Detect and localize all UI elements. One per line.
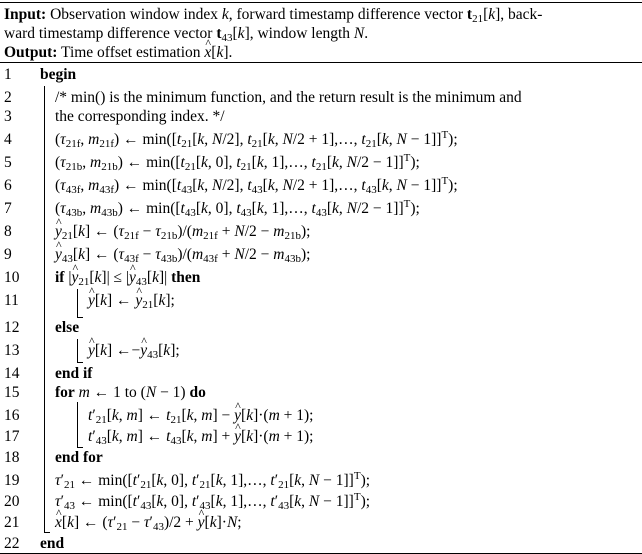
line-number-17: 17 xyxy=(4,428,20,445)
line-number-21: 21 xyxy=(4,514,20,531)
header-rule xyxy=(0,62,642,63)
line-number-1: 1 xyxy=(4,66,12,83)
input-line-2 xyxy=(4,24,634,43)
line-13: ^ y[k] ←−^ $y_{43}[k]$; xyxy=(88,341,180,360)
line-19: $\tau'_{21}$ ← $\min([t'_{21}[k$, 0], $t'_{21}[k$, 1],…, $t'_{21}[k$, N − 1]]$^T$); xyxy=(55,470,371,491)
line-16: $t'_{21}[k$, m] ← $t_{21}[k$, m] − ^ y[k]·(m + 1); xyxy=(88,406,314,425)
line-20: $\tau'_{43}$ ← $\min([t'_{43}[k$, 0], $t'_{43}[k$, 1],…, $t'_{43}[k$, N − 1]]$^T$); xyxy=(55,491,371,512)
line-number-2: 2 xyxy=(4,89,12,106)
else-scope-bar xyxy=(77,339,78,363)
line-number-11: 11 xyxy=(4,292,19,309)
line-6: ($\tau_{43f}$, $m_{43f}$) ← $\min([t_{43}[k$, N/2], $t_{43}[k$, N/2 + 1],…, $t_{43}[k$, N − 1]]$^T$); xyxy=(55,175,458,196)
output-label: Output: xyxy=(4,44,58,61)
line-number-16: 16 xyxy=(4,407,20,424)
line-number-5: 5 xyxy=(4,154,12,171)
line-number-14: 14 xyxy=(4,365,20,382)
line-15: for m ← 1 to (N − 1) do xyxy=(55,384,206,401)
line-1: begin xyxy=(40,66,77,83)
if-scope-bar xyxy=(77,289,78,318)
line-2: /* min() is the minimum function, and the return result is the minimum and xyxy=(55,89,522,106)
line-12: else xyxy=(55,319,80,336)
line-number-4: 4 xyxy=(4,131,12,148)
line-5: ($\tau_{21b}$, $m_{21b}$) ← $\min([t_{21}[k$, 0], $t_{21}[k$, 1],…, $t_{21}[k$, N/2 − 1]]$^T$); xyxy=(55,152,420,173)
line-number-13: 13 xyxy=(4,342,20,359)
line-18: end for xyxy=(55,449,103,466)
for-scope-bar xyxy=(77,402,78,448)
line-number-7: 7 xyxy=(4,200,12,217)
line-number-12: 12 xyxy=(4,319,20,336)
line-number-18: 18 xyxy=(4,449,20,466)
line-14: end if xyxy=(55,365,93,382)
line-11: ^ y[k] ← ^ $y_{21}[k]$; xyxy=(88,291,175,310)
line-number-22: 22 xyxy=(4,535,20,552)
output-line xyxy=(4,43,634,62)
output-text: Time offset estimation ^ x[k]. xyxy=(61,44,232,61)
line-number-9: 9 xyxy=(4,246,12,263)
else-scope-hook xyxy=(77,362,83,363)
line-17: $t'_{43}[k$, m] ← $t_{43}[k$, m] + ^ y[k]·(m + 1); xyxy=(88,427,314,446)
input-text-line-1: Observation window index k, forward timestamp difference vector $t_{21}[k]$, back- xyxy=(50,6,543,25)
input-line-1 xyxy=(4,5,634,24)
line-number-20: 20 xyxy=(4,493,20,510)
input-label: Input: xyxy=(4,6,47,23)
line-21: ^ x[k] ← $(\tau'_{21} - \tau'_{43})/2$ + ^ y[k]·N; xyxy=(55,513,242,532)
line-8: ^ $y_{21}[k]$ ← $(\tau_{21f} - \tau_{21b})/(m_{21f} + N/2 - m_{21b})$; xyxy=(55,222,310,241)
line-22: end xyxy=(40,535,65,552)
line-7: ($\tau_{43b}$, $m_{43b}$) ← $\min([t_{43}[k$, 0], $t_{43}[k$, 1],…, $t_{43}[k$, N/2 − 1]]$^T$); xyxy=(55,198,420,219)
line-3: the corresponding index. */ xyxy=(55,108,225,125)
line-number-3: 3 xyxy=(4,108,12,125)
line-number-19: 19 xyxy=(4,472,20,489)
line-4: ($\tau_{21f}$, $m_{21f}$) ← $\min([t_{21}[k$, N/2], $t_{21}[k$, N/2 + 1],…, $t_{21}[k$, N − 1]]$^T$); xyxy=(55,129,458,150)
line-number-10: 10 xyxy=(4,269,20,286)
begin-scope-bar xyxy=(44,86,45,532)
line-number-15: 15 xyxy=(4,384,20,401)
line-9: ^ $y_{43}[k]$ ← $(\tau_{43f} - \tau_{43b})/(m_{43f} + N/2 - m_{43b})$; xyxy=(55,245,310,264)
input-text-line-2: ward timestamp difference vector $t_{43}[k]$, window length N. xyxy=(4,25,369,44)
begin-scope-hook xyxy=(44,532,50,533)
line-number-8: 8 xyxy=(4,223,12,240)
line-number-6: 6 xyxy=(4,177,12,194)
top-rule xyxy=(0,2,642,3)
line-10: if |^ $y_{21}[k]|$ ≤ |^ $y_{43}[k]|$ then xyxy=(55,268,200,287)
